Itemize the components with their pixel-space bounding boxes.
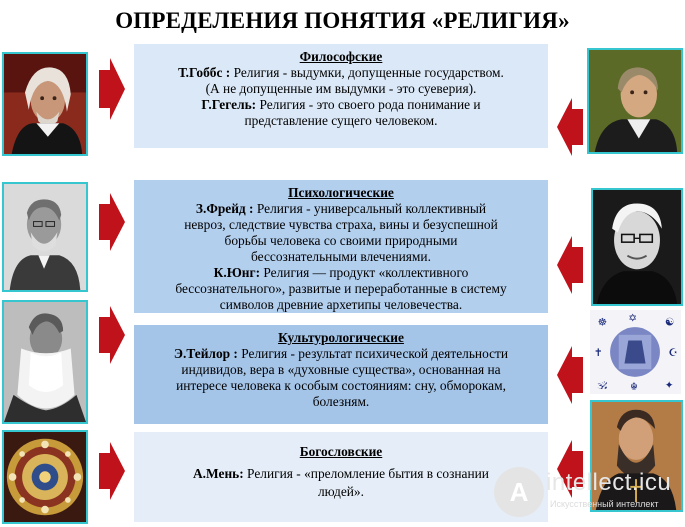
arrow-left-icon	[557, 346, 583, 404]
watermark-logo-icon: A	[494, 467, 544, 517]
definition-text: Религия - универсальный коллективный	[253, 201, 487, 216]
svg-text:✝: ✝	[593, 346, 603, 359]
definition-text: Религия — продукт «коллективного	[260, 265, 469, 280]
definition-line	[134, 281, 548, 297]
definition-text: представление сущего человеком.	[244, 113, 438, 128]
section-psychological	[134, 180, 548, 313]
jung-portrait-icon	[591, 188, 683, 306]
svg-text:☬: ☬	[630, 381, 638, 394]
section-theological	[134, 432, 548, 522]
section-heading: Психологические	[288, 185, 394, 200]
arrow-right-icon	[99, 193, 125, 251]
svg-text:✦: ✦	[664, 379, 674, 392]
section-philosophical	[134, 44, 548, 148]
mandala-image-icon	[2, 430, 88, 524]
definition-line	[134, 346, 548, 362]
definition-text: Религия - «преломление бытия в сознании	[243, 466, 489, 481]
author-name: К.Юнг:	[213, 265, 261, 280]
definition-line	[134, 378, 548, 394]
definition-line	[134, 233, 548, 249]
definition-line	[134, 113, 548, 129]
section-cultural	[134, 325, 548, 424]
arrow-right-icon	[99, 306, 125, 364]
definition-line	[134, 484, 548, 500]
definition-text: Религия - результат психической деятельности	[237, 346, 509, 361]
religious-symbols-image-icon	[588, 308, 683, 396]
freud-portrait-icon	[2, 182, 88, 292]
section-heading: Философские	[299, 49, 383, 64]
page-title: ОПРЕДЕЛЕНИЯ ПОНЯТИЯ «РЕЛИГИЯ»	[115, 8, 570, 33]
svg-text:☪: ☪	[668, 346, 678, 359]
definition-text: индивидов, вера в «духовные существа», основанная на	[181, 362, 501, 377]
definition-line	[134, 394, 548, 410]
author-name: Т.Гоббс :	[178, 65, 231, 80]
definition-text: Религия - выдумки, допущенные государством.	[230, 65, 504, 80]
hobbes-portrait-icon	[2, 52, 88, 156]
definition-line	[134, 65, 548, 81]
hegel-portrait-icon	[587, 48, 683, 154]
svg-text:🕉: 🕉	[597, 379, 608, 392]
tylor-portrait-icon	[2, 300, 88, 424]
definition-text: символов древние архетипы человечества.	[219, 297, 463, 312]
author-name: З.Фрейд :	[195, 201, 254, 216]
definition-line	[134, 201, 548, 217]
arrow-right-icon	[99, 58, 125, 120]
section-heading: Богословские	[299, 444, 383, 459]
arrow-left-icon	[557, 236, 583, 294]
definition-text: бессознательного», развитые и переработанные в систему	[175, 281, 507, 296]
definition-line	[134, 466, 548, 482]
watermark-text: intellect.icu	[546, 469, 672, 496]
definition-text: бессознательными влечениями.	[251, 249, 431, 264]
definition-line	[134, 265, 548, 281]
definition-text: борьбы человека со своими природными	[224, 233, 458, 248]
definition-line	[134, 217, 548, 233]
watermark	[494, 465, 684, 521]
author-name: Г.Гегель:	[201, 97, 257, 112]
definition-line	[134, 362, 548, 378]
definition-line	[134, 97, 548, 113]
definition-text: людей».	[318, 484, 364, 499]
section-heading: Культурологические	[278, 330, 404, 345]
watermark-subtext: Искусственный интеллект	[550, 499, 659, 509]
definition-line	[134, 249, 548, 265]
author-name: А.Мень:	[193, 466, 244, 481]
arrow-right-icon	[99, 442, 125, 500]
arrow-left-icon	[557, 98, 583, 156]
definition-line	[134, 297, 548, 313]
definition-text: Религия - это своего рода понимание и	[256, 97, 481, 112]
definition-text: невроз, следствие чувства страха, вины и безуспешной	[184, 217, 498, 232]
definition-text: болезням.	[312, 394, 370, 409]
author-name: Э.Тейлор :	[173, 346, 238, 361]
svg-text:☸: ☸	[597, 316, 608, 329]
svg-text:✡: ✡	[628, 312, 638, 325]
definition-text: (А не допущенные им выдумки - это суеверия).	[205, 81, 477, 96]
definition-text: интересе человека к особым состояниям: сну, обморокам,	[176, 378, 506, 393]
definition-line	[134, 81, 548, 97]
svg-text:☯: ☯	[664, 316, 675, 329]
